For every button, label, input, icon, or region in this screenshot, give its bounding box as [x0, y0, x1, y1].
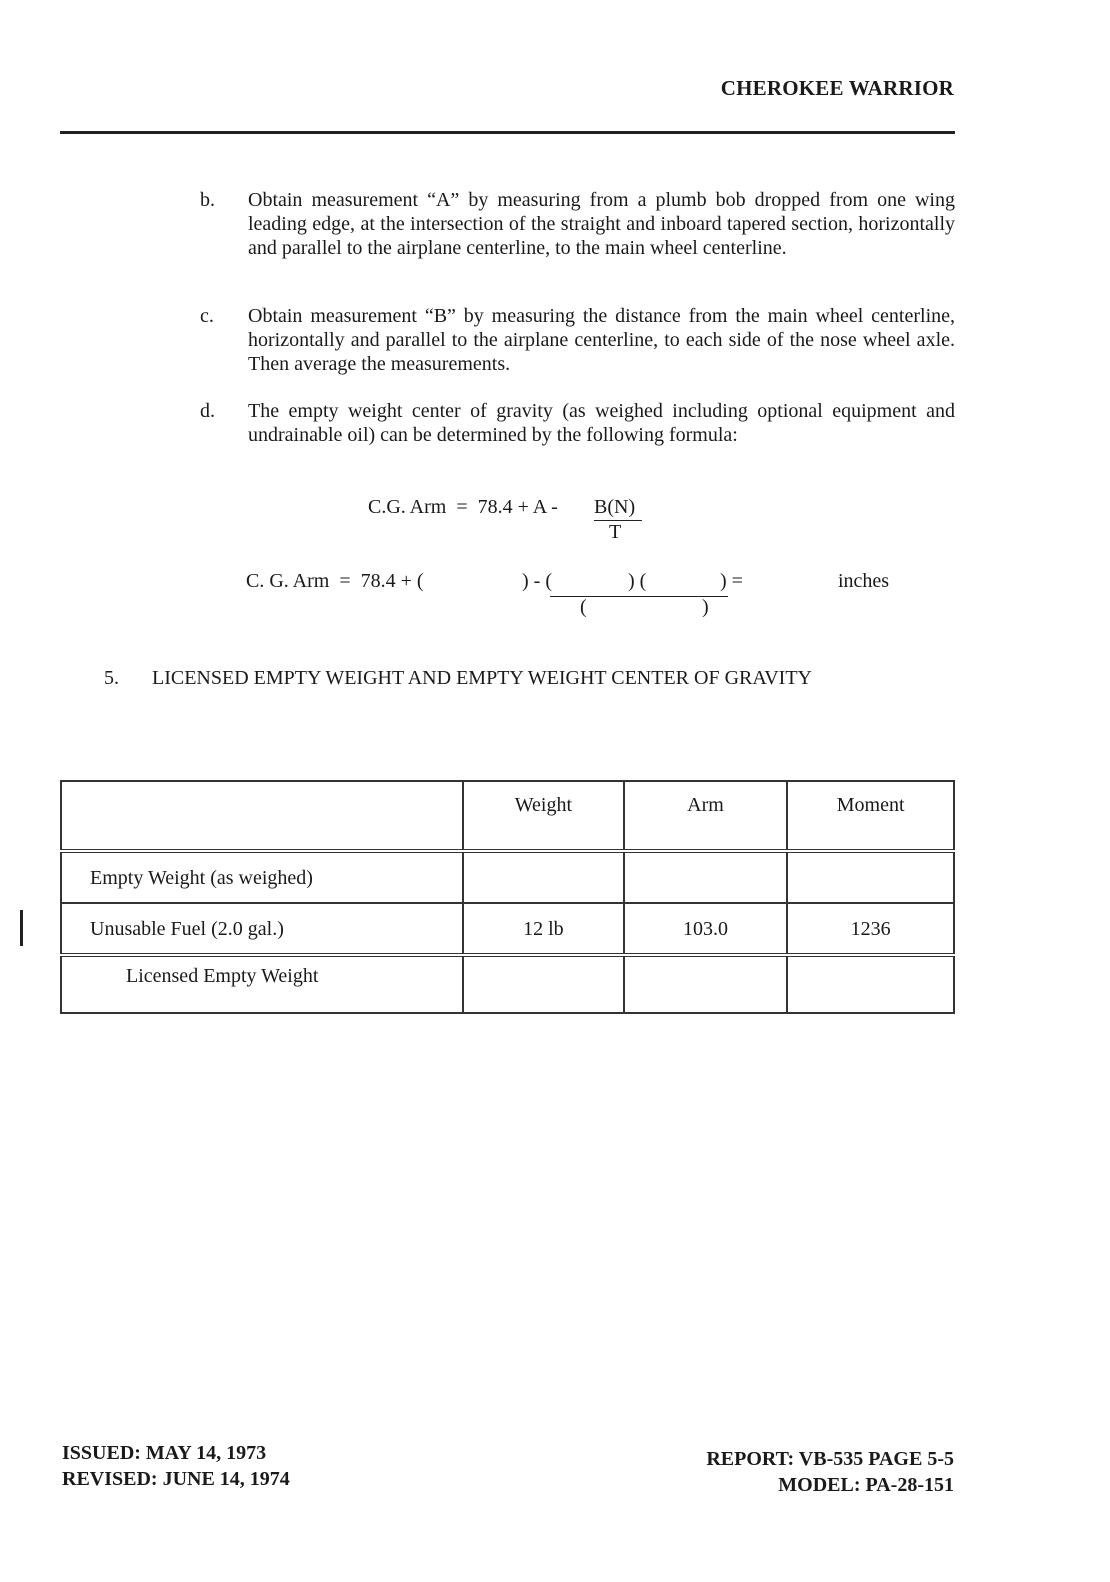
- worksheet-lhs: C. G. Arm = 78.4 + (: [246, 570, 424, 592]
- worksheet-part1: ) - (: [522, 570, 552, 592]
- item-letter: c.: [200, 305, 214, 327]
- item-text: Obtain measurement “B” by measuring the distance from the main wheel centerline, horizontally and parallel to the airplane centerline, to each side of the nose wheel axle. Then average the measurements.: [248, 305, 955, 375]
- table-header-cell: [61, 781, 463, 851]
- list-item-d: [200, 399, 955, 447]
- table-cell: 1236: [787, 903, 954, 955]
- formula-denominator: T: [609, 521, 622, 543]
- table-cell: [787, 955, 954, 1013]
- table-cell: Empty Weight (as weighed): [61, 851, 463, 903]
- item-letter: b.: [200, 189, 215, 211]
- footer-model: MODEL: PA-28-151: [778, 1474, 954, 1496]
- worksheet-den-close: ): [702, 596, 709, 618]
- empty-weight-table: [60, 780, 955, 1014]
- footer-issue-info: [62, 1440, 290, 1492]
- table-header-cell: Arm: [624, 781, 788, 851]
- table-cell: 12 lb: [463, 903, 624, 955]
- worksheet-part2: ) (: [628, 570, 647, 592]
- formula-left: C.G. Arm = 78.4 + A -: [368, 496, 563, 518]
- item-text: The empty weight center of gravity (as weighed including optional equipment and undrainable oil) can be determined by the following formula:: [248, 400, 955, 446]
- list-item-c: [200, 304, 955, 376]
- worksheet-unit: inches: [838, 570, 890, 592]
- table-header-cell: Moment: [787, 781, 954, 851]
- table-cell: [624, 955, 788, 1013]
- item-letter: d.: [200, 400, 215, 422]
- section-title: LICENSED EMPTY WEIGHT AND EMPTY WEIGHT CENTER OF GRAVITY: [152, 667, 812, 689]
- worksheet-part3: ) =: [720, 570, 743, 592]
- footer-revised: REVISED: JUNE 14, 1974: [62, 1468, 290, 1490]
- footer-report-info: [706, 1446, 954, 1498]
- header-rule: [60, 131, 955, 134]
- table-cell: [463, 851, 624, 903]
- page-header-title: CHEROKEE WARRIOR: [720, 76, 954, 100]
- worksheet-den-open: (: [580, 596, 587, 618]
- list-item-b: [200, 188, 955, 260]
- formula-numerator: B(N): [594, 496, 636, 518]
- item-text: Obtain measurement “A” by measuring from a plumb bob dropped from one wing leading edge, at the intersection of the straight and inboard tapered section, horizontally and parallel to the airplane centerline, to the main wheel centerline.: [248, 189, 955, 259]
- section-number: 5.: [104, 667, 119, 689]
- table-cell: 103.0: [624, 903, 788, 955]
- table-cell: Licensed Empty Weight: [61, 955, 463, 1013]
- table-cell: [624, 851, 788, 903]
- table-header-row: [61, 781, 954, 851]
- table-row: [61, 903, 954, 955]
- footer-report: REPORT: VB-535 PAGE 5-5: [706, 1448, 954, 1470]
- table-header-cell: Weight: [463, 781, 624, 851]
- footer-issued: ISSUED: MAY 14, 1973: [62, 1442, 267, 1464]
- table-cell: [463, 955, 624, 1013]
- table-cell: [787, 851, 954, 903]
- table-cell: Unusable Fuel (2.0 gal.): [61, 903, 463, 955]
- revision-bar: [20, 910, 23, 946]
- table-row: [61, 955, 954, 1013]
- table-row: [61, 851, 954, 903]
